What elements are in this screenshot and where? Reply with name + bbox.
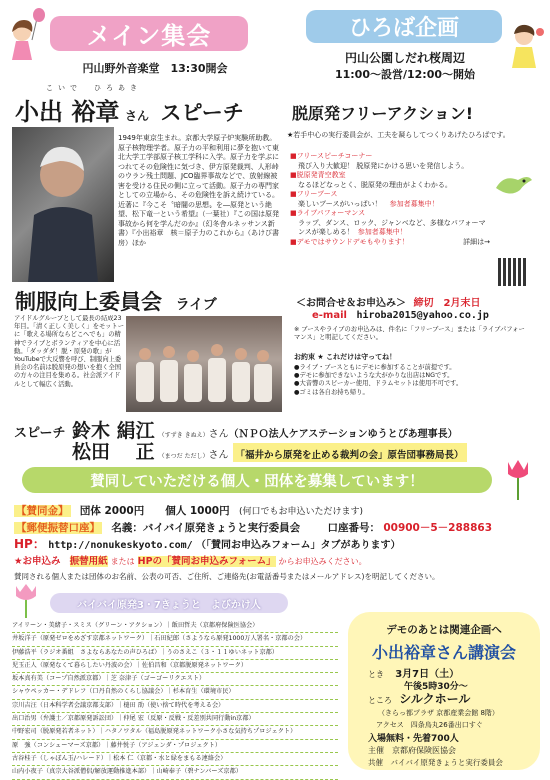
speaker-matsuda-name: 松田 正 [72, 441, 155, 463]
support-hp-label: HP： [14, 537, 45, 551]
plaza-item-body-2: 楽しいブースがいっぱい！ [298, 199, 384, 208]
plaza-contact-line [296, 294, 536, 309]
speaker-speech-label: スピーチ [160, 101, 244, 125]
support-apply-label: ★お申込み [14, 556, 61, 567]
plaza-rule-1: ●デモに参加できないような大がかりな出店はNGです。 [294, 372, 454, 380]
speaker-matsuda-ruby: （まつだ ただし） [158, 453, 209, 460]
group-name [15, 286, 217, 316]
caller-row-7: 出口治男（弁護士／京都原発訴訟団）｜仲尾 宏（反原・反戦・反差別共同行動in京都） [12, 713, 338, 726]
caller-row-8: 中野宏司（脱原発若者ネット）｜ハタノワタル（福島脱原発ネットワーク小さな気持ちプロジェクト） [12, 726, 338, 739]
speaker-matsuda-org: 「福井から原発を止める裁判の会」原告団事務局長） [235, 450, 464, 461]
lecture-access: アクセス 四条烏丸26番出口すぐ [376, 721, 483, 729]
plaza-contact: ＜お問合せ＆お申込み＞ [296, 298, 406, 309]
support-postal-no-label: 口座番号： [327, 522, 380, 534]
plaza-item-4 [290, 238, 490, 248]
lecture-box [348, 612, 540, 770]
group-title: 制服向上委員会 [15, 290, 162, 314]
support-fee-note: (何口でもお申込いただけます) [238, 507, 363, 517]
support-hp-tab: （「賛同お申込みフォーム」タブがあります） [196, 540, 401, 551]
speaker-rows [14, 416, 544, 461]
group-photo [126, 316, 282, 412]
koide-bio: 1949年東京生まれ。京都大学原子炉実験所助教。原子核物理学者。原子力の平和利用に夢を抱いて東北大学工学部原子核工学科に入学。原子力を学ぶにつれてその危険性に気づき、伊方原発裁判、人形峠のウラン残土問題、JCO臨界事故などで、放射線被害を受ける住民の側に立って活動。原子力の専門家としての立場から、その危険性を訴え続けている。近著に『今こそ〝暗闇の思想〟を―原発という絶望、松下竜一という希望』（一葉社）『この国は原発事故から何を学んだのか』（幻冬舎ルネッサンス新書）『小出裕章 核＝原子力のこれから』（あけび書房）ほか [118, 134, 279, 247]
plaza-title-box [306, 10, 502, 43]
speaker-san: さん [124, 109, 149, 123]
caller-row-5: シャウペッカー・デドレフ（口丹自然のくらし協議会）｜杉本育生（環境市民） [12, 686, 338, 699]
plaza-rules-title: お約束 ★ これだけは守ってね！ [294, 353, 397, 361]
plaza-title: ひろば企画 [348, 16, 459, 41]
speech-label-2: スピーチ [14, 426, 66, 441]
speaker-matsuda-org-box [233, 443, 467, 462]
caller-row-3: 児玉正人（原発なくて暮らしたい丹波の会）｜佐伯昌和（京都脱原発ネットワーク） [12, 660, 338, 673]
support-postal-label: 【郵便振替口座】 [16, 522, 100, 534]
support-banner [22, 467, 492, 493]
main-meeting-title: メイン集会 [86, 22, 212, 50]
lecture-place-label: ところ [368, 696, 392, 705]
lecture-date: 3月7日（土） [395, 669, 460, 680]
lecture-pre: デモのあとは関連企画へ [386, 624, 502, 636]
caller-row-6: 宗川吉汪（日本科学者会議京都支部）｜槌田 劭（使い捨て時代を考える会） [12, 700, 338, 713]
lecture-fee: 入場無料・先着700人 [368, 734, 459, 744]
main-meeting-title-box [50, 16, 248, 51]
support-hp-url[interactable]: http://nonukeskyoto.com/ [48, 540, 193, 551]
tulip-illustration [498, 454, 538, 502]
lecture-date-label: とき [368, 670, 384, 679]
caller-row-1: 井坂洋子（原発ゼロをめざす京都ネットワーク）｜石田紀郎（さようなら原発1000万人署名・京都の会） [12, 633, 338, 646]
koide-photo [12, 127, 114, 282]
plaza-time: 11:00～設営/12:00～開始 [334, 68, 476, 81]
speaker-suzuki-org: （ＮＰＯ法人ケアステーションゆうとぴあ理事長） [228, 429, 458, 440]
speaker-ruby: こいで ひろあき [46, 84, 142, 92]
plaza-email-label: e-mail [312, 310, 347, 321]
plaza-item-0 [290, 152, 490, 171]
plaza-rule-3: ●ゴミは各自お持ち帰り。 [294, 388, 369, 396]
plaza-place: 円山公園しだれ桜周辺 [344, 51, 465, 65]
speaker-suzuki-ruby: （すずき きぬえ） [158, 432, 209, 439]
speaker-matsuda-san: さん [208, 450, 229, 461]
callers-title: バイバイ原発3・7きょうと よびかけ人 [77, 599, 261, 611]
caller-row-11: 山内小夜子（真宗大谷派僧侶/解放運動推進本部）｜山崎奉子（碧ナンバーズ京都） [12, 766, 338, 779]
support-postal-no: 00900－5－288863 [383, 522, 492, 534]
plaza-item-head-4: ■デモではサウンドデモもやります！ [290, 237, 409, 246]
pink-tulip-illustration [10, 580, 42, 620]
plaza-item-head-3: ■ライブパフォーマンス [290, 209, 366, 217]
support-apply-or: または [110, 557, 135, 566]
support-banner-text: 賛同していただける個人・団体を募集しています！ [90, 473, 424, 490]
plaza-item-head-2: ■フリーブース [290, 190, 338, 198]
speaker-suzuki-name: 鈴木 絹江 [72, 420, 155, 442]
speaker-suzuki-san: さん [208, 429, 229, 440]
plaza-item-body-1: なるほどなっとく、脱原発の理由がよくわかる。 [298, 180, 452, 189]
lecture-place-sub: （きらっ都プラザ 京都産業会館 8階） [378, 709, 499, 717]
bird-illustration [494, 170, 534, 200]
plaza-items [290, 152, 490, 247]
boy-pinwheel-illustration [506, 20, 546, 76]
plaza-item-3 [290, 209, 490, 238]
caller-row-10: 古谷桂子（しゃぼん玉/ハレード）｜松本 仁（京都・水と緑をまもる連絡会） [12, 753, 338, 766]
caller-row-4: 坂本真有美（コープ自然派京都）｜芝 奈津子（ゴーゴーリクエスト） [12, 673, 338, 686]
plaza-action-title: 脱原発フリーアクション! [292, 104, 474, 123]
lecture-place: シルクホール [399, 692, 471, 706]
main-meeting-place-time: 円山野外音楽堂 13:30開会 [82, 62, 228, 75]
support-details [14, 503, 540, 581]
plaza-intro: ★若手中心の実行委員会が、工夫を凝らしてつくりあげたひろばです。 [287, 131, 510, 139]
plaza-item-head-1: ■脱原発青空教室 [290, 171, 346, 179]
support-publish: 賛同される個人または団体のお名前、公表の可否、ご住所、ご連絡先(お電話番号またはメールアドレス)を明記してください。 [14, 572, 440, 581]
plaza-item-1 [290, 171, 490, 190]
plaza-booth-note: ※ ブースやライブのお申込みは、件名に「フリーブース」または「ライブパフォーマンス」と明記してください。 [294, 326, 525, 342]
group-bio: アイドルグループとして最長の結成23年目。「清く正しく美しく」をモットーに「歌える場所ならどこへでも」の精神でライブとボランティアを中心に活動。「ダッダダ！脱・原発の歌」がYouTubeで大反響を呼び、制服向上委員会の名前は脱原発の想いを抱く全国の方々の注目を集める。社会派アイドルとして幅広く活動。 [14, 315, 124, 388]
plaza-email[interactable]: hiroba2015@yahoo.co.jp [356, 310, 489, 321]
qr-code[interactable] [498, 258, 526, 286]
support-postal-name: 名義：バイバイ原発きょうと実行委員会 [111, 522, 301, 534]
support-fee-label: 【賛同金】 [16, 505, 69, 517]
lecture-time: 午後5時30分～ [404, 682, 468, 692]
lecture-title: 小出裕章さん講演会 [371, 643, 516, 662]
caller-row-2: 伊藤浩平（ラジオ番組 さよならあなたの声ひろば）｜うのさえこ（３・１１ゆいネット京都） [12, 647, 338, 660]
plaza-deadline: 締切 2月末日 [413, 298, 481, 309]
plaza-item-note-2: 参加者募集中！ [389, 199, 439, 208]
callers-title-box [50, 593, 288, 613]
speaker-name [15, 92, 285, 127]
plaza-item-body-3: ラップ、ダンス、ロック、ジャンベなど、多様なパフォーマンスが楽しめる！ [298, 218, 486, 236]
plaza-item-body-4: 詳細は→ [463, 237, 490, 246]
support-apply-hp: HPの「賛同お申込みフォーム」 [137, 556, 276, 567]
callers-list [12, 620, 338, 780]
plaza-rules [294, 364, 530, 397]
plaza-item-2 [290, 190, 490, 209]
plaza-rule-0: ●ライブ・ブースともにデモに参加することが前提です。 [294, 364, 456, 371]
support-fee: 団体 2000円 個人 1000円 [79, 505, 230, 517]
speaker-name-text: 小出 裕章 [15, 98, 120, 126]
plaza-item-note-3: 参加者募集中！ [357, 228, 407, 236]
lecture-host: 主催 京都府保険医協会 [368, 746, 456, 755]
plaza-email-line[interactable] [312, 310, 489, 321]
plaza-item-head-0: ■フリースピーチコーナー [290, 152, 373, 160]
lecture-co: 共催 バイバイ原発きょうと実行委員会 [368, 758, 503, 767]
support-apply-text: 振替用紙 [69, 556, 108, 567]
girl-balloon-illustration [6, 8, 50, 64]
support-apply-end: からお申込みください。 [278, 557, 367, 566]
plaza-item-body-0: 飛び入り大歓迎！ 脱原発にかける思いを発信しよう。 [298, 161, 469, 170]
group-live-label: ライブ [175, 297, 217, 313]
caller-row-0: アイリーン・美緒子・スミス（グリーン・アクション）｜飯田哲夫（京都府保険医協会） [12, 620, 338, 633]
plaza-rule-2: ●大音響のスピーカー使用、ドラムセットは使用不可です。 [294, 380, 463, 388]
caller-row-9: 原 強（コンシューマーズ京都）｜藤井悦子（アジェンダ・プロジェクト） [12, 740, 338, 753]
